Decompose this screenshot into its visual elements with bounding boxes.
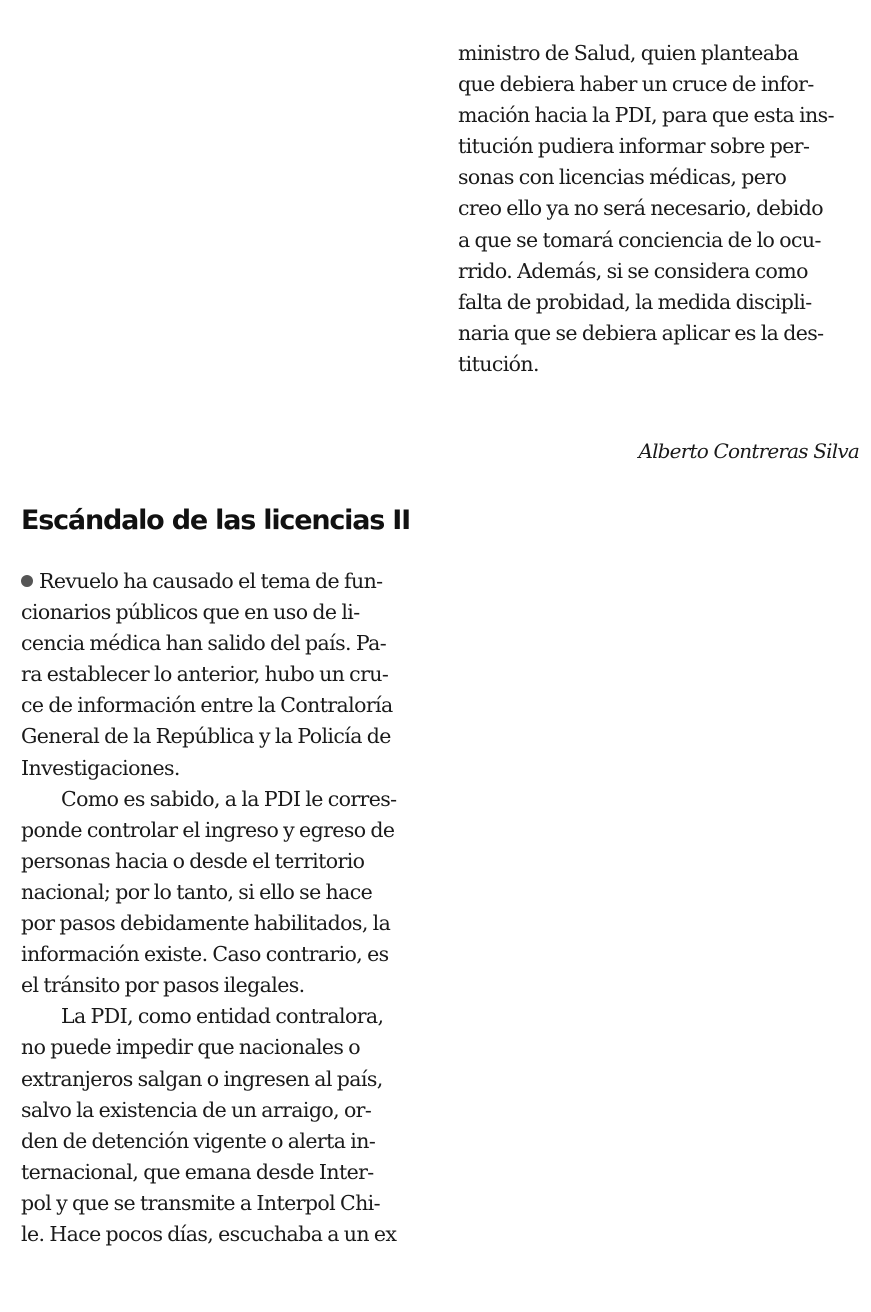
paragraph <box>21 784 427 1002</box>
text-line: que debiera haber un cruce de infor- <box>458 72 814 97</box>
text-line: rrido. Además, si se considera como <box>458 258 808 283</box>
text-line: salvo la existencia de un arraigo, or- <box>21 1097 372 1122</box>
bullet-icon <box>21 575 33 587</box>
text-line: Como es sabido, a la PDI le corres- <box>61 786 397 811</box>
letter-headline: Escándalo de las licencias II <box>21 505 410 536</box>
text-line: ternacional, que emana desde Inter- <box>21 1159 374 1184</box>
text-line: creo ello ya no será necesario, debido <box>458 196 823 221</box>
text-line: General de la República y la Policía de <box>21 724 391 749</box>
text-line: no puede impedir que nacionales o <box>21 1035 361 1060</box>
text-line: información existe. Caso contrario, es <box>21 942 389 967</box>
text-line: personas hacia o desde el territorio <box>21 848 365 873</box>
text-line: titución. <box>458 351 539 376</box>
text-line-content: Revuelo ha causado el tema de fun- <box>39 569 383 593</box>
letter-signature: Alberto Contreras Silva <box>638 439 859 463</box>
text-line: el tránsito por pasos ilegales. <box>21 973 305 998</box>
paragraph <box>21 1001 427 1250</box>
text-line: cencia médica han salido del país. Pa- <box>21 631 387 656</box>
text-line: por pasos debidamente habilitados, la <box>21 911 391 936</box>
text-line: ponde controlar el ingreso y egreso de <box>21 817 395 842</box>
text-line: le. Hace pocos días, escuchaba a un ex <box>21 1221 397 1246</box>
paragraph <box>21 566 427 784</box>
text-line: Investigaciones. <box>21 755 180 780</box>
text-line: ra establecer lo anterior, hubo un cru- <box>21 662 389 687</box>
text-line: nacional; por lo tanto, si ello se hace <box>21 879 373 904</box>
text-line: ministro de Salud, quien planteaba <box>458 41 799 65</box>
text-line: den de detención vigente o alerta in- <box>21 1128 376 1153</box>
letter-body-column <box>21 566 427 1250</box>
text-line: falta de probidad, la medida discipli- <box>458 289 812 314</box>
text-line: mación hacia la PDI, para que esta ins- <box>458 103 834 128</box>
text-line: extranjeros salgan o ingresen al país, <box>21 1066 383 1091</box>
text-line: sonas con licencias médicas, pero <box>458 165 787 190</box>
text-line: cionarios públicos que en uso de li- <box>21 600 360 625</box>
text-line: naria que se debiera aplicar es la des- <box>458 320 824 345</box>
text-line: La PDI, como entidad contralora, <box>61 1004 384 1029</box>
letter-continuation-column <box>458 38 861 380</box>
text-line: ce de información entre la Contraloría <box>21 693 393 718</box>
text-line: pol y que se transmite a Interpol Chi- <box>21 1190 380 1215</box>
text-line: titución pudiera informar sobre per- <box>458 134 810 159</box>
text-line <box>21 566 427 597</box>
text-line: a que se tomará conciencia de lo ocu- <box>458 227 821 252</box>
